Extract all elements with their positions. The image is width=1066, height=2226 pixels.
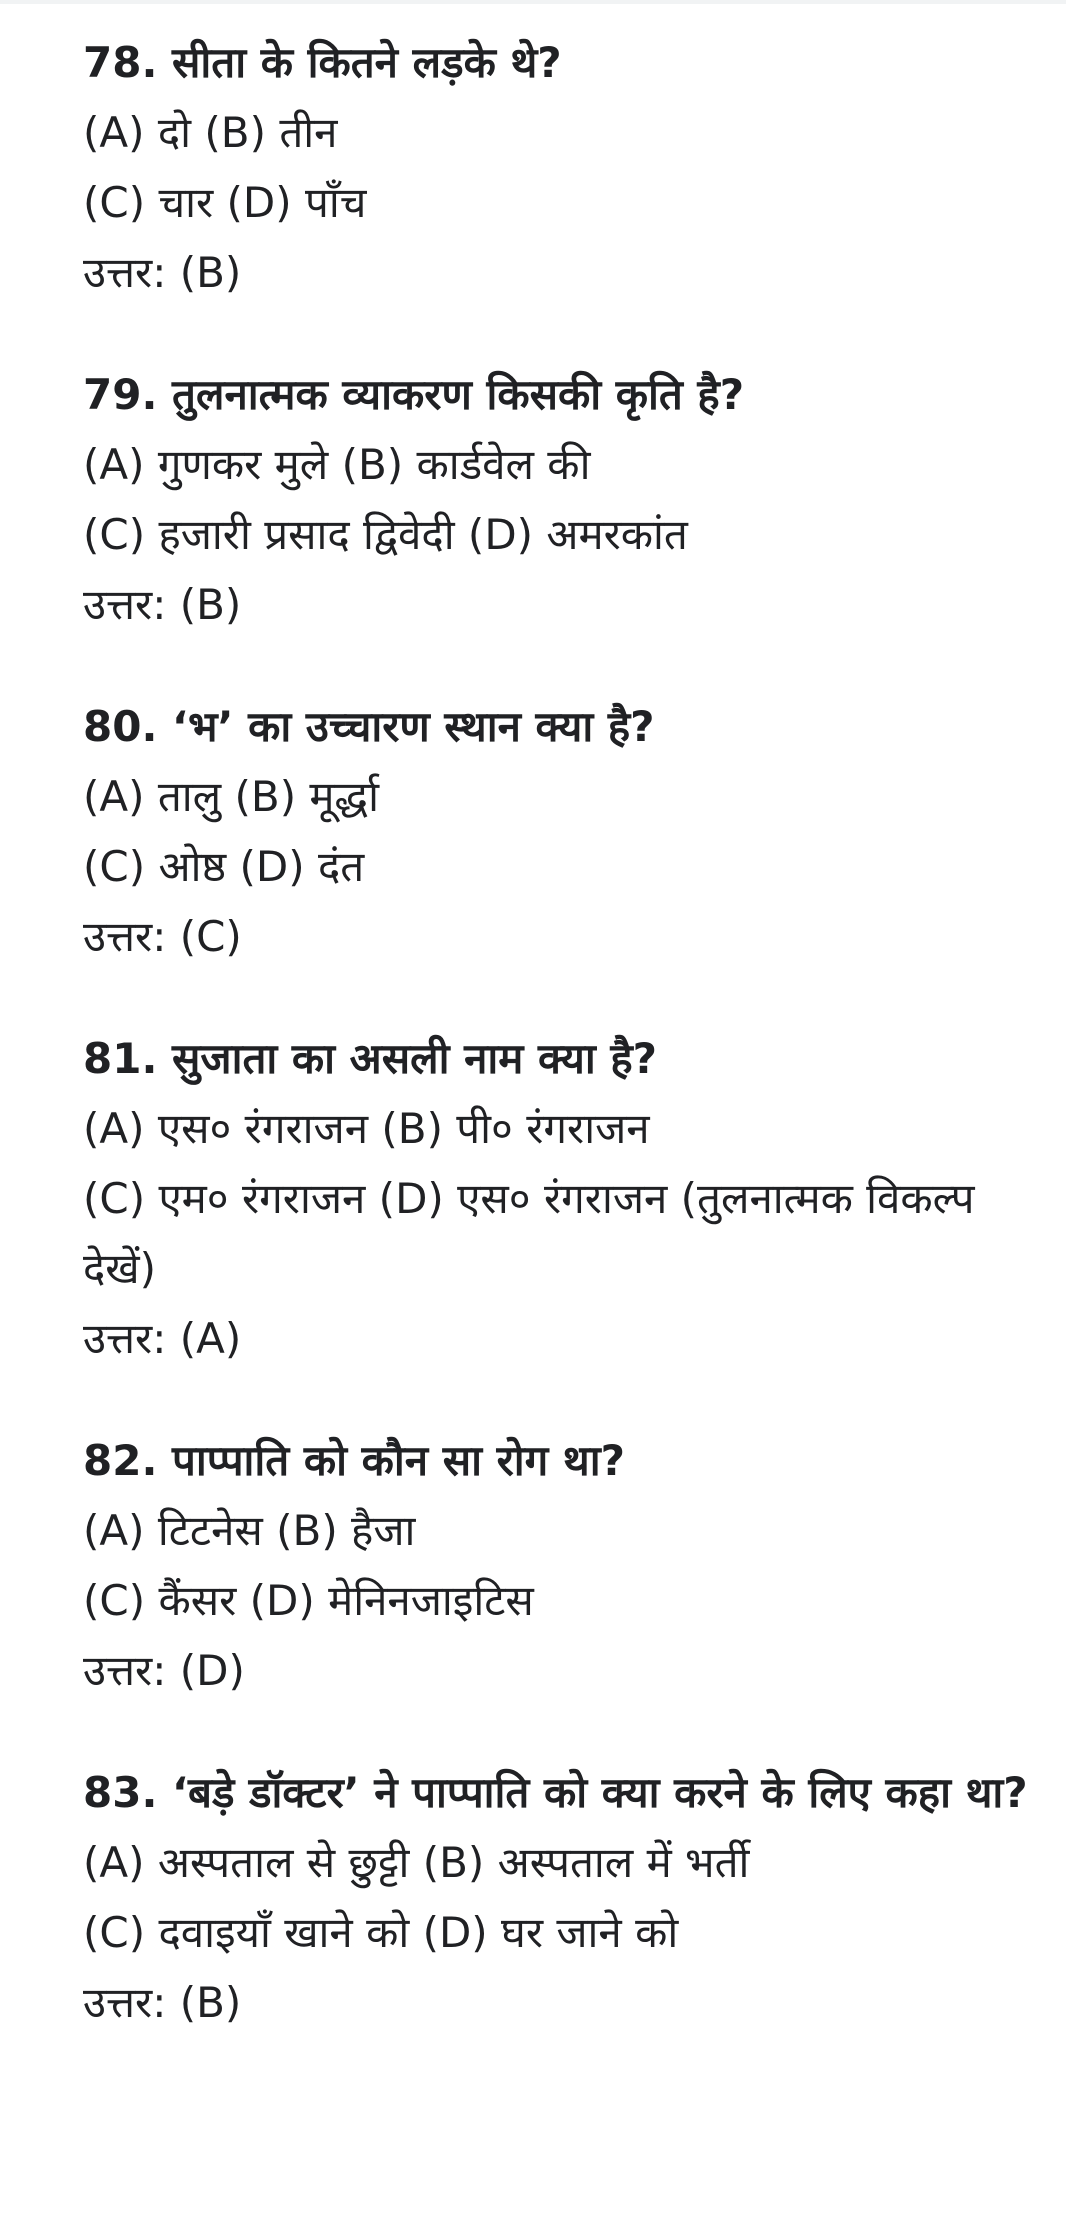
question-text: 80. ‘भ’ का उच्चारण स्थान क्या है? xyxy=(83,702,655,751)
option-line: (C) कैंसर (D) मेनिनजाइटिस xyxy=(83,1576,534,1625)
top-divider xyxy=(0,0,1066,4)
question-text: 81. सुजाता का असली नाम क्या है? xyxy=(83,1034,658,1083)
answer-text: उत्तर: (B) xyxy=(83,248,242,297)
option-line: (C) दवाइयाँ खाने को (D) घर जाने को xyxy=(83,1908,679,1957)
question-text: 78. सीता के कितने लड़के थे? xyxy=(83,38,562,87)
question-block-79 xyxy=(83,360,1043,640)
option-line: (A) तालु (B) मूर्द्धा xyxy=(83,772,379,821)
question-block-78 xyxy=(83,28,1043,308)
question-block-81 xyxy=(83,1024,1043,1374)
option-line: (A) दो (B) तीन xyxy=(83,108,338,157)
question-text: 83. ‘बड़े डॉक्टर’ ने पाप्पाति को क्या करने के लिए कहा था? xyxy=(83,1768,1028,1817)
answer-text: उत्तर: (B) xyxy=(83,1978,242,2027)
option-line: (C) एम० रंगराजन (D) एस० रंगराजन (तुलनात्मक विकल्प देखें) xyxy=(83,1174,975,1293)
option-line: (A) टिटनेस (B) हैजा xyxy=(83,1506,416,1555)
question-text: 82. पाप्पाति को कौन सा रोग था? xyxy=(83,1436,625,1485)
option-line: (A) अस्पताल से छुट्टी (B) अस्पताल में भर्ती xyxy=(83,1838,750,1887)
option-line: (C) हजारी प्रसाद द्विवेदी (D) अमरकांत xyxy=(83,510,688,559)
answer-text: उत्तर: (C) xyxy=(83,912,242,961)
question-block-80 xyxy=(83,692,1043,972)
option-line: (C) ओष्ठ (D) दंत xyxy=(83,842,365,891)
option-line: (A) गुणकर मुले (B) कार्डवेल की xyxy=(83,440,591,489)
answer-text: उत्तर: (B) xyxy=(83,580,242,629)
question-text: 79. तुलनात्मक व्याकरण किसकी कृति है? xyxy=(83,370,745,419)
option-line: (C) चार (D) पाँच xyxy=(83,178,367,227)
option-line: (A) एस० रंगराजन (B) पी० रंगराजन xyxy=(83,1104,650,1153)
question-block-82 xyxy=(83,1426,1043,1706)
quiz-content xyxy=(83,28,1043,2090)
question-block-83 xyxy=(83,1758,1043,2038)
answer-text: उत्तर: (A) xyxy=(83,1314,242,1363)
answer-text: उत्तर: (D) xyxy=(83,1646,245,1695)
